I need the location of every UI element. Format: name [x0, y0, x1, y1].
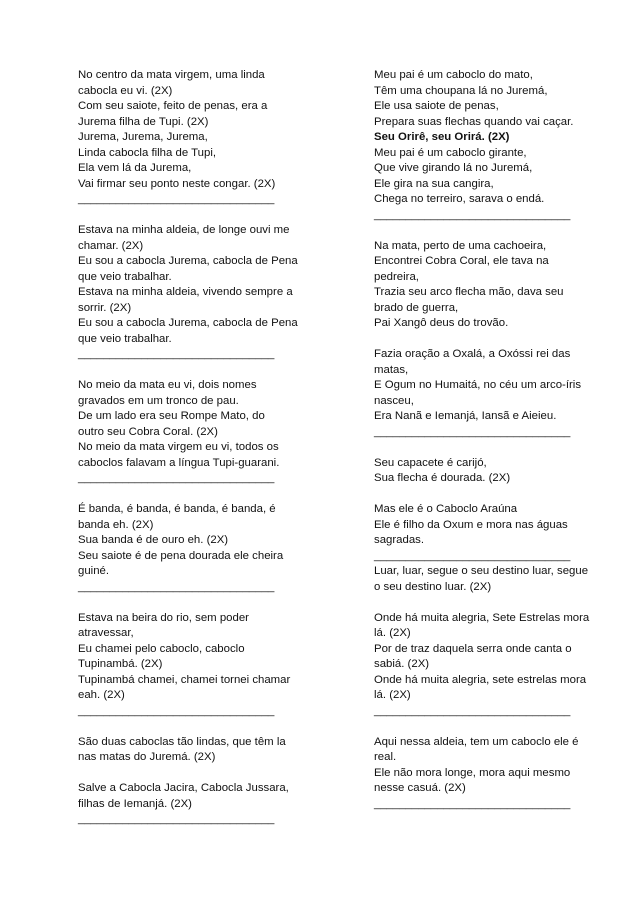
lyric-line: real.	[374, 751, 397, 763]
lyric-line: Prepara suas flechas quando vai caçar.	[374, 115, 574, 128]
lyric-line: eah. (2X)	[78, 689, 125, 701]
section-divider: _______________________________	[374, 208, 571, 221]
lyric-line: Seu saiote é de pena dourada ele cheira	[78, 549, 284, 562]
lyric-line: Encontrei Cobra Coral, ele tava na	[374, 255, 549, 267]
lyric-line: Mas ele é o Caboclo Araúna	[374, 503, 518, 515]
section-divider: _______________________________	[78, 704, 275, 717]
lyric-line: cabocla eu vi. (2X)	[78, 84, 173, 97]
lyric-line: Têm uma choupana lá no Juremá,	[374, 84, 548, 97]
lyric-line: pedreira,	[374, 270, 419, 283]
lyric-line: Era Nanã e Iemanjá, Iansã e Aieieu.	[374, 410, 557, 422]
lyric-line: Salve a Cabocla Jacira, Cabocla Jussara,	[78, 782, 289, 794]
blank-line	[374, 223, 598, 239]
lyric-line: Eu sou a cabocla Jurema, cabocla de Pena	[78, 255, 298, 267]
lyric-line: No centro da mata virgem, uma linda	[78, 69, 265, 81]
lyric-line: nasceu,	[374, 394, 414, 407]
lyric-line: Tupinambá. (2X)	[78, 658, 163, 670]
lyric-line: que veio trabalhar.	[78, 270, 172, 283]
section-divider: _______________________________	[78, 348, 275, 360]
lyric-line: Ele é filho da Oxum e mora nas águas	[374, 518, 568, 531]
lyric-line: Vai firmar seu ponto neste congar. (2X)	[78, 177, 276, 190]
lyric-line: nas matas do Juremá. (2X)	[78, 751, 216, 763]
blank-line	[374, 440, 598, 456]
lyric-line: Meu pai é um caboclo do mato,	[374, 69, 533, 81]
blank-line	[78, 719, 300, 735]
lyric-line: Seu Orirê, seu Orirá. (2X)	[374, 131, 510, 143]
blank-line	[374, 332, 598, 348]
blank-line	[78, 595, 300, 611]
lyric-line: Eu sou a cabocla Jurema, cabocla de Pena	[78, 317, 298, 329]
lyric-line: que veio trabalhar.	[78, 332, 172, 345]
lyric-line: Estava na minha aldeia, vivendo sempre a	[78, 286, 293, 298]
blank-line	[78, 208, 300, 224]
lyric-line: matas,	[374, 363, 409, 376]
blank-line	[78, 766, 300, 782]
lyric-line: Pai Xangô deus do trovão.	[374, 317, 509, 329]
lyric-line: Jurema, Jurema, Jurema,	[78, 131, 208, 143]
lyric-line: Sua banda é de ouro eh. (2X)	[78, 534, 229, 546]
lyric-line: Ela vem lá da Jurema,	[78, 162, 192, 174]
lyric-line: sabiá. (2X)	[374, 658, 430, 670]
section-divider: _______________________________	[78, 813, 275, 825]
left-lyrics-column	[78, 68, 300, 828]
lyric-line: lá. (2X)	[374, 627, 411, 639]
blank-line	[374, 595, 598, 611]
lyric-line: Com seu saiote, feito de penas, era a	[78, 100, 268, 112]
lyric-line: sagradas.	[374, 534, 425, 546]
lyric-line: Trazia seu arco flecha mão, dava seu	[374, 286, 564, 298]
lyric-line: No meio da mata eu vi, dois nomes	[78, 379, 257, 391]
lyric-line: De um lado era seu Rompe Mato, do	[78, 410, 265, 422]
lyric-line: E Ogum no Humaitá, no céu um arco-íris	[374, 379, 582, 391]
lyric-line: gravados em um tronco de pau.	[78, 394, 239, 407]
lyric-line: Estava na beira do rio, sem poder	[78, 611, 249, 624]
lyric-line: Aqui nessa aldeia, tem um caboclo ele é	[374, 735, 579, 748]
lyric-line: Onde há muita alegria, sete estrelas mora	[374, 673, 587, 686]
section-divider: _______________________________	[374, 425, 571, 438]
lyric-line: atravessar,	[78, 627, 134, 639]
lyric-line: banda eh. (2X)	[78, 518, 154, 531]
lyric-line: Eu chamei pelo caboclo, caboclo	[78, 642, 245, 655]
blank-line	[374, 487, 598, 503]
lyric-line: Que vive girando lá no Juremá,	[374, 162, 533, 174]
section-divider: _______________________________	[78, 472, 275, 484]
section-divider: _______________________________	[374, 704, 571, 717]
lyric-line: Onde há muita alegria, Sete Estrelas mora	[374, 611, 590, 624]
section-divider: _______________________________	[374, 797, 571, 810]
lyric-line: Luar, luar, segue o seu destino luar, segue	[374, 565, 589, 577]
blank-line	[374, 719, 598, 735]
lyric-line: guiné.	[78, 565, 110, 577]
lyric-line: Sua flecha é dourada. (2X)	[374, 472, 511, 484]
lyric-line: caboclos falavam a língua Tupi-guarani.	[78, 456, 280, 469]
lyric-line: outro seu Cobra Coral. (2X)	[78, 425, 218, 438]
lyric-line: nesse casuá. (2X)	[374, 782, 466, 794]
lyric-line: É banda, é banda, é banda, é banda, é	[78, 503, 276, 515]
blank-line	[78, 487, 300, 503]
lyric-line: Meu pai é um caboclo girante,	[374, 146, 527, 159]
lyric-line: filhas de Iemanjá. (2X)	[78, 797, 192, 810]
section-divider: _______________________________	[78, 193, 275, 205]
lyric-line: sorrir. (2X)	[78, 301, 132, 314]
lyric-line: Ele gira na sua cangira,	[374, 177, 494, 190]
lyric-line: Ele não mora longe, mora aqui mesmo	[374, 766, 571, 779]
lyric-line: chamar. (2X)	[78, 239, 144, 252]
lyric-line: Seu capacete é carijó,	[374, 456, 487, 469]
lyric-line: Por de traz daquela serra onde canta o	[374, 642, 572, 655]
lyric-line: Tupinambá chamei, chamei tornei chamar	[78, 673, 291, 686]
section-divider: _______________________________	[374, 549, 571, 562]
lyric-line: Fazia oração a Oxalá, a Oxóssi rei das	[374, 348, 571, 360]
lyric-line: Estava na minha aldeia, de longe ouvi me	[78, 224, 290, 236]
lyric-line: brado de guerra,	[374, 301, 459, 314]
section-divider: _______________________________	[78, 580, 275, 593]
lyric-line: São duas caboclas tão lindas, que têm la	[78, 735, 286, 748]
lyric-line: No meio da mata virgem eu vi, todos os	[78, 441, 279, 453]
lyric-line: Linda cabocla filha de Tupi,	[78, 146, 217, 159]
lyric-line: Jurema filha de Tupi. (2X)	[78, 115, 209, 128]
lyric-line: lá. (2X)	[374, 689, 411, 701]
right-lyrics-column	[374, 68, 598, 812]
lyric-line: o seu destino luar. (2X)	[374, 580, 492, 593]
lyric-line: Ele usa saiote de penas,	[374, 100, 499, 112]
lyric-line: Chega no terreiro, sarava o endá.	[374, 193, 545, 205]
lyric-line: Na mata, perto de uma cachoeira,	[374, 239, 547, 252]
blank-line	[78, 363, 300, 379]
